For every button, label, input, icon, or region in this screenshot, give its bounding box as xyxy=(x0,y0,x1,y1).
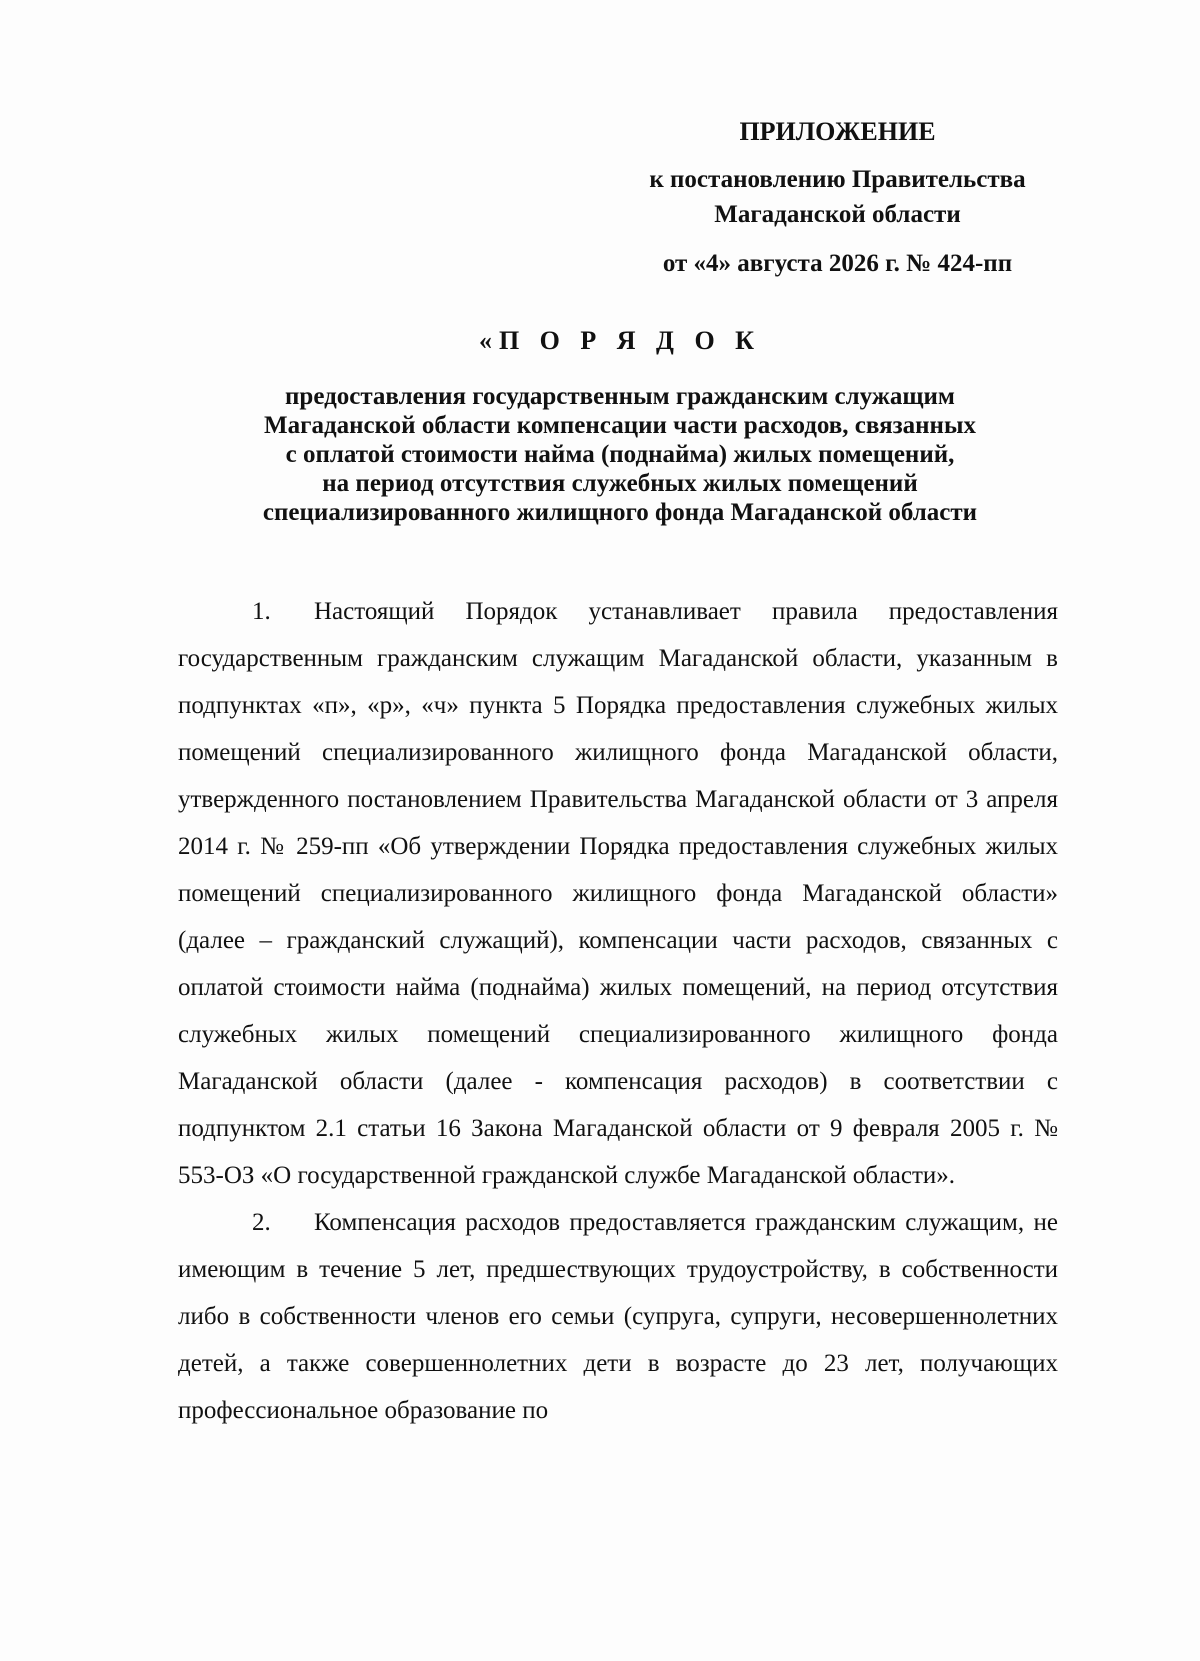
appendix-block xyxy=(620,114,1055,281)
order-subtitle xyxy=(180,382,1060,527)
appendix-line-1: к постановлению Правительства xyxy=(649,166,1026,193)
order-subtitle-line: специализированного жилищного фонда Магаданской области xyxy=(262,499,978,526)
order-subtitle-line: предоставления государственным гражданским служащим xyxy=(285,383,955,410)
document-body xyxy=(178,588,1058,1434)
paragraph-number: 2. xyxy=(252,1209,271,1236)
order-subtitle-line: на период отсутствия служебных жилых помещений xyxy=(322,470,918,497)
appendix-title: ПРИЛОЖЕНИЕ xyxy=(739,117,936,146)
paragraph-text: Настоящий Порядок устанавливает правила предоставления государственным гражданским служащим Магаданской области, указанным в подпунктах «п», «р», «ч» пункта 5 Порядка предоставления служебных жилых помещений специализированного жилищного фонда Магаданской области, утвержденного постановлением Правительства Магаданской области от 3 апреля 2014 г. № 259-пп «Об утверждении Порядка предоставления служебных жилых помещений специализированного жилищного фонда Магаданской области» (далее – гражданский служащий), компенсации части расходов, связанных с оплатой стоимости найма (поднайма) жилых помещений, на период отсутствия служебных жилых помещений специализированного жилищного фонда Магаданской области (далее - компенсация расходов) в соответствии с подпунктом 2.1 статьи 16 Закона Магаданской области от 9 февраля 2005 г. № 553-ОЗ «О государственной гражданской службе Магаданской области». xyxy=(178,598,1058,1189)
appendix-line-2: Магаданской области xyxy=(714,201,961,228)
order-heading: «П О Р Я Д О К xyxy=(478,326,762,355)
order-subtitle-line: с оплатой стоимости найма (поднайма) жилых помещений, xyxy=(285,441,955,468)
paragraph-2 xyxy=(178,1199,1058,1434)
appendix-date: от «4» августа 2026 г. № 424-пп xyxy=(662,250,1013,277)
paragraph-1 xyxy=(178,588,1058,1199)
order-subtitle-line: Магаданской области компенсации части расходов, связанных xyxy=(264,412,976,439)
paragraph-text: Компенсация расходов предоставляется гражданским служащим, не имеющим в течение 5 лет, предшествующих трудоустройству, в собственности либо в собственности членов его семьи (супруга, супруги, несовершеннолетних детей, а также совершеннолетних дети в возрасте до 23 лет, получающих профессиональное образование по xyxy=(178,1209,1058,1424)
paragraph-number: 1. xyxy=(252,598,271,625)
